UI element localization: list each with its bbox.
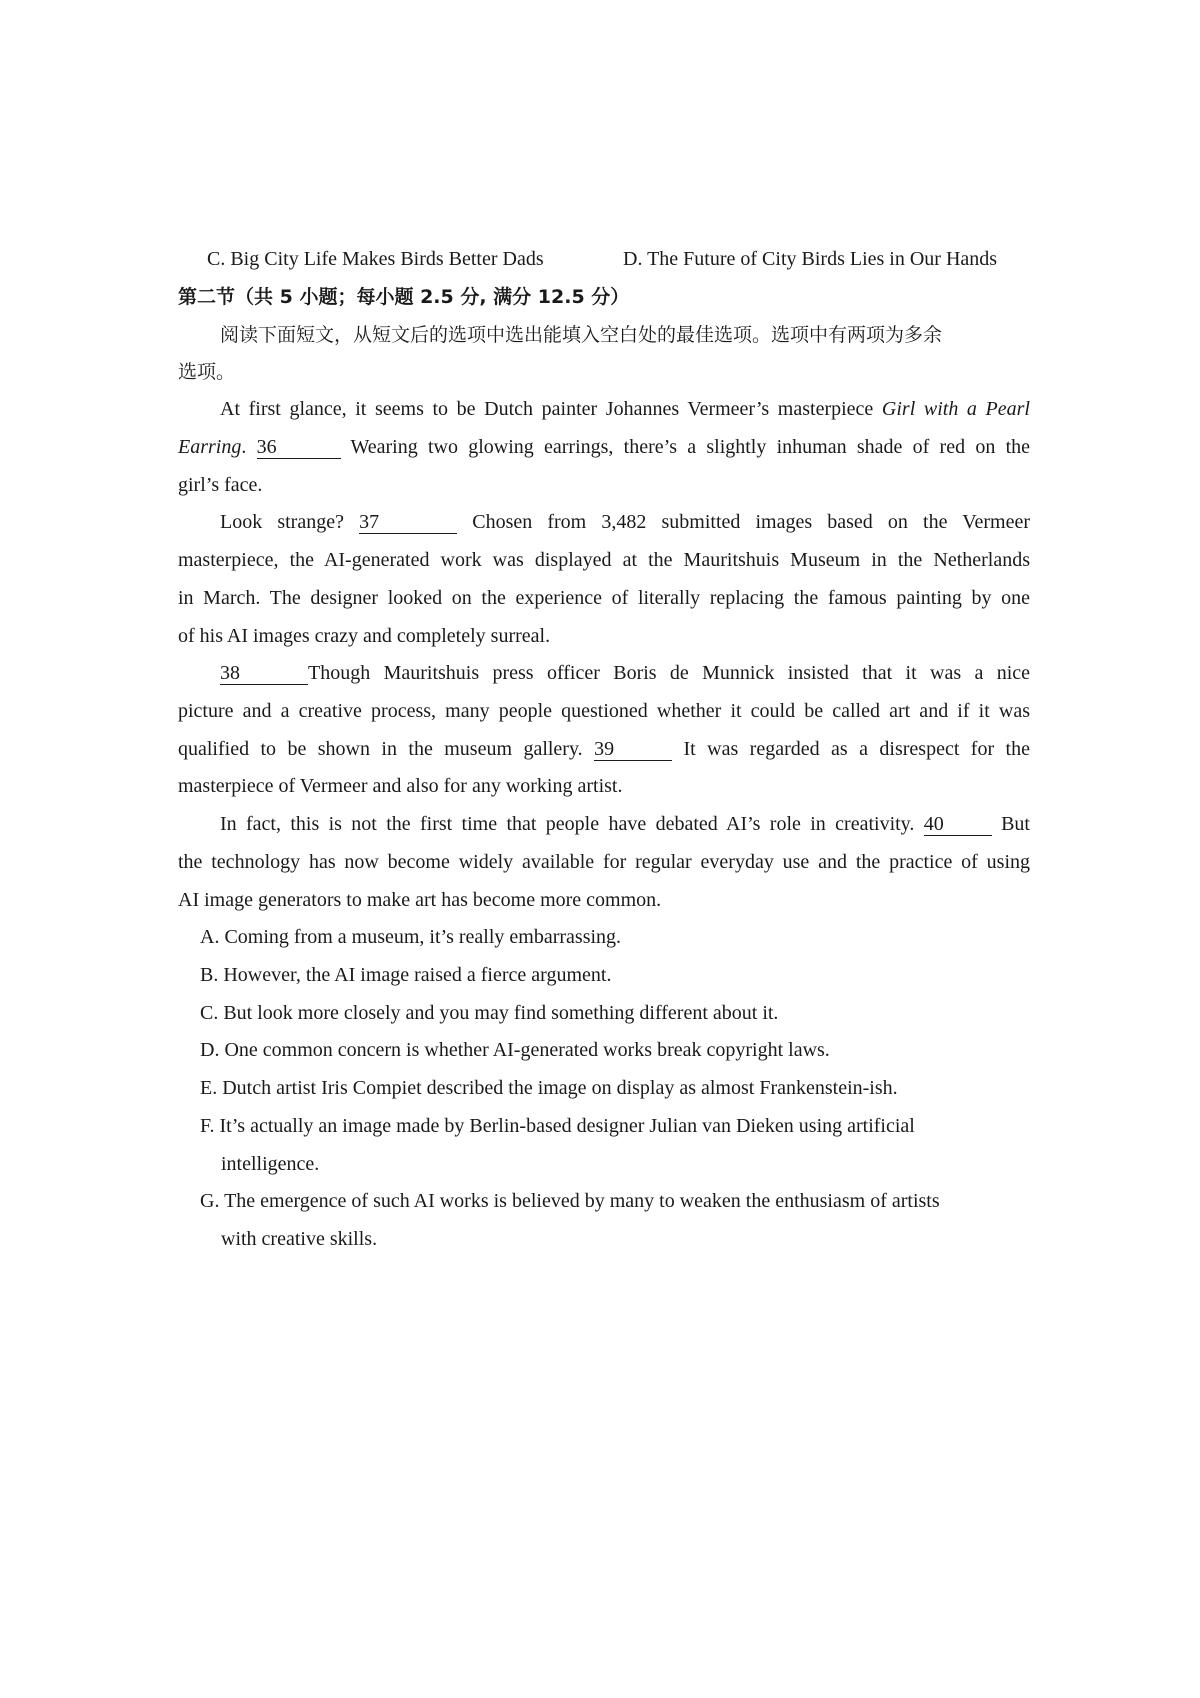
instruction-line-2: 选项。 (178, 361, 236, 383)
option-g-line-1: G. The emergence of such AI works is believed by many to weaken the enthusiasm of artists (200, 1190, 940, 1212)
option-c: C. But look more closely and you may find something different about it. (200, 1002, 779, 1024)
p2-line-2: masterpiece, the AI-generated work was displayed at the Mauritshuis Museum in the Netherlands (178, 549, 1030, 571)
p2-line-3: in March. The designer looked on the experience of literally replacing the famous painting by one (178, 587, 1030, 609)
blank-37[interactable]: 37 (359, 511, 457, 534)
instruction-line-1: 阅读下面短文，从短文后的选项中选出能填入空白处的最佳选项。选项中有两项为多余 (220, 324, 943, 346)
option-b: B. However, the AI image raised a fierce argument. (200, 964, 612, 986)
section-heading: 第二节（共 5 小题；每小题 2.5 分, 满分 12.5 分） (178, 286, 630, 308)
option-g-line-2: with creative skills. (221, 1228, 378, 1250)
p4-line-1: In fact, this is not the first time that people have debated AI’s role in creativity. 40 But (220, 813, 1030, 835)
option-c-prev: C. Big City Life Makes Birds Better Dads (207, 248, 544, 270)
p4-line-2: the technology has now become widely available for regular everyday use and the practice of using (178, 851, 1030, 873)
blank-38[interactable]: 38 (220, 662, 308, 685)
p3-line-1: 38 Though Mauritshuis press officer Boris de Munnick insisted that it was a nice (220, 662, 1030, 684)
blank-36[interactable]: 36 (257, 436, 341, 459)
p3-line-4: masterpiece of Vermeer and also for any working artist. (178, 775, 623, 797)
p1-line-3: girl’s face. (178, 474, 263, 496)
p1-line-1: At first glance, it seems to be Dutch painter Johannes Vermeer’s masterpiece Girl with a Pearl (220, 398, 1030, 420)
option-d: D. One common concern is whether AI-generated works break copyright laws. (200, 1039, 830, 1061)
option-f-line-1: F. It’s actually an image made by Berlin-based designer Julian van Dieken using artificial (200, 1115, 915, 1137)
option-d-prev: D. The Future of City Birds Lies in Our Hands (623, 248, 998, 270)
p1-line-2: Earring. 36 Wearing two glowing earrings, there’s a slightly inhuman shade of red on the (178, 436, 1030, 458)
option-f-line-2: intelligence. (221, 1153, 320, 1175)
p3-line-3: qualified to be shown in the museum gallery. 39 It was regarded as a disrespect for the (178, 738, 1030, 760)
blank-39[interactable]: 39 (594, 738, 672, 761)
blank-40[interactable]: 40 (924, 813, 992, 836)
p3-line-2: picture and a creative process, many people questioned whether it could be called art and if it was (178, 700, 1030, 722)
p4-line-3: AI image generators to make art has become more common. (178, 889, 662, 911)
p2-line-4: of his AI images crazy and completely surreal. (178, 625, 551, 647)
p2-line-1: Look strange? 37 Chosen from 3,482 submitted images based on the Vermeer (220, 511, 1030, 533)
option-e: E. Dutch artist Iris Compiet described the image on display as almost Frankenstein-ish. (200, 1077, 898, 1099)
option-a: A. Coming from a museum, it’s really embarrassing. (200, 926, 622, 948)
